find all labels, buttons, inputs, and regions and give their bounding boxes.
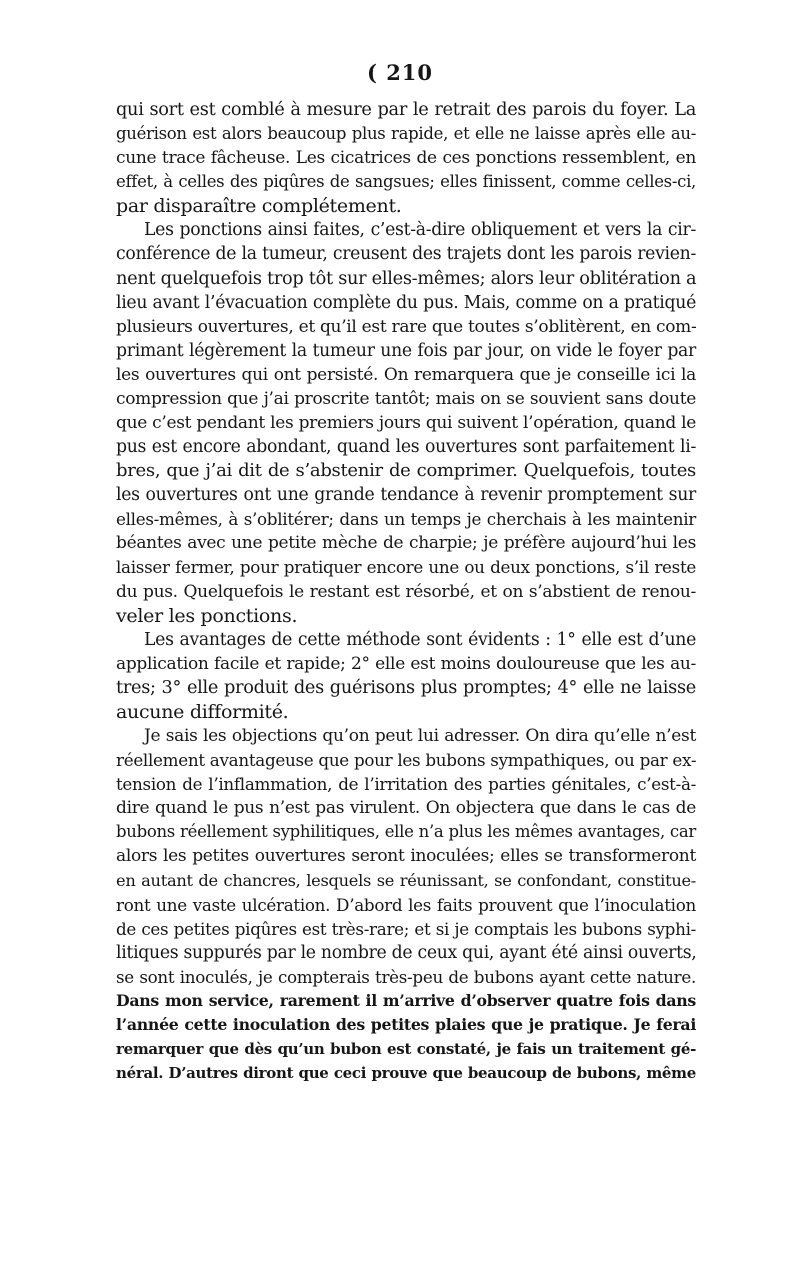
text-line: primant légèrement la tumeur une fois par jour, on vide le foyer par	[116, 340, 696, 361]
text-line: compression que j’ai proscrite tantôt; mais on se souvient sans doute	[116, 388, 696, 409]
text-line: plusieurs ouvertures, et qu’il est rare que toutes s’oblitèrent, en com-	[116, 316, 697, 337]
text-line: pus est encore abondant, quand les ouvertures sont parfaitement li-	[116, 437, 696, 458]
text-line: béantes avec une petite mèche de charpie; je préfère aujourd’hui les	[116, 533, 696, 554]
text-line: laisser fermer, pour pratiquer encore une ou deux ponctions, s’il reste	[116, 557, 696, 578]
text-line: tres; 3° elle produit des guérisons plus promptes; 4° elle ne laisse	[116, 677, 696, 698]
paragraph-start-line: Les ponctions ainsi faites, c’est-à-dire obliquement et vers la cir-	[144, 220, 696, 241]
text-line: ront une vaste ulcération. D’abord les faits prouvent que l’inoculation	[116, 894, 696, 915]
text-line: se sont inoculés, je compterais très-peu de bubons ayant cette nature.	[116, 966, 696, 987]
text-line: par disparaître complétement.	[116, 195, 402, 218]
paragraph-start-line: Les avantages de cette méthode sont évidents : 1° elle est d’une	[144, 629, 696, 650]
text-line: Dans mon service, rarement il m’arrive d’observer quatre fois dans	[116, 990, 696, 1010]
text-line: qui sort est comblé à mesure par le retrait des parois du foyer. La	[116, 100, 696, 120]
text-line: que c’est pendant les premiers jours qui suivent l’opération, quand le	[116, 413, 696, 434]
text-line: l’année cette inoculation des petites plaies que je pratique. Je ferai	[116, 1014, 696, 1034]
text-line: remarquer que dès qu’un bubon est constaté, je fais un traitement gé-	[116, 1040, 696, 1059]
text-line: cune trace fâcheuse. Les cicatrices de ces ponctions ressemblent, en	[116, 148, 696, 169]
text-line: guérison est alors beaucoup plus rapide, et elle ne laisse après elle au-	[116, 124, 696, 144]
text-line: les ouvertures ont une grande tendance à revenir promptement sur	[116, 485, 696, 506]
text-line: litiques suppurés par le nombre de ceux qui, ayant été ainsi ouverts,	[116, 942, 697, 963]
paragraph-start-line: Je sais les objections qu’on peut lui adresser. On dira qu’elle n’est	[144, 726, 696, 747]
page-number: ( 210	[366, 60, 434, 85]
text-line: du pus. Quelquefois le restant est résorbé, et on s’abstient de renou-	[116, 581, 696, 602]
text-line: dire quand le pus n’est pas virulent. On objectera que dans le cas de	[116, 798, 696, 819]
text-line: de ces petites piqûres est très-rare; et si je comptais les bubons syphi-	[116, 918, 696, 939]
text-line: alors les petites ouvertures seront inoculées; elles se transformeront	[116, 846, 696, 867]
text-line: conférence de la tumeur, creusent des trajets dont les parois revien-	[116, 244, 696, 265]
text-line: lieu avant l’évacuation complète du pus. Mais, comme on a pratiqué	[116, 292, 696, 313]
text-line: effet, à celles des piqûres de sangsues; elles finissent, comme celles-ci,	[116, 172, 696, 192]
text-line: tension de l’inflammation, de l’irritation des parties génitales, c’est-à-	[116, 774, 696, 795]
text-line: veler les ponctions.	[116, 604, 298, 627]
text-line: les ouvertures qui ont persisté. On remarquera que je conseille ici la	[116, 364, 696, 385]
text-line: nent quelquefois trop tôt sur elles-mêmes; alors leur oblitération a	[116, 268, 697, 289]
text-line: aucune difformité.	[116, 700, 289, 723]
text-line: bubons réellement syphilitiques, elle n’a plus les mêmes avantages, car	[116, 822, 696, 842]
text-line: application facile et rapide; 2° elle est moins douloureuse que les au-	[116, 653, 696, 674]
text-line: en autant de chancres, lesquels se réunissant, se confondant, constitue-	[116, 870, 696, 890]
text-line: elles-mêmes, à s’oblitérer; dans un temps je cherchais à les maintenir	[116, 509, 696, 530]
text-column	[116, 98, 696, 1085]
text-line: bres, que j’ai dit de s’abstenir de comprimer. Quelquefois, toutes	[116, 460, 696, 482]
text-line: néral. D’autres diront que ceci prouve que beaucoup de bubons, même	[116, 1064, 696, 1083]
text-line: réellement avantageuse que pour les bubons sympathiques, ou par ex-	[116, 750, 697, 771]
